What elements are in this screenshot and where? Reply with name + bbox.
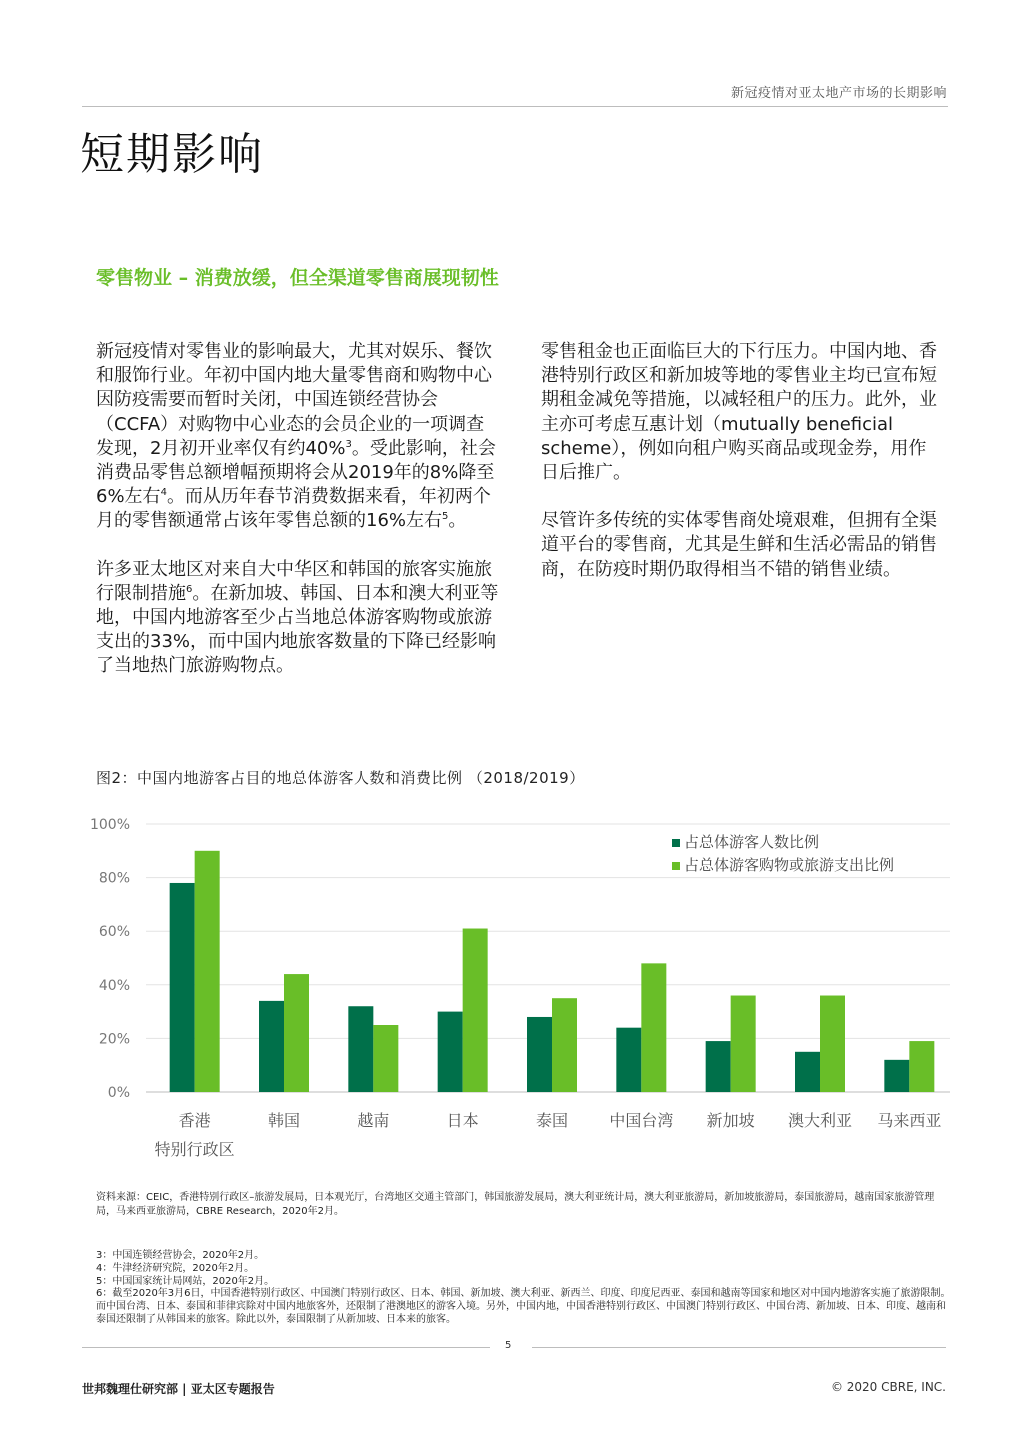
section-heading: 零售物业 – 消费放缓，但全渠道零售商展现韧性: [96, 267, 499, 289]
x-tick-label: 特别行政区: [154, 1140, 235, 1159]
bar: [348, 1006, 373, 1092]
x-tick-label: 泰国: [535, 1111, 569, 1130]
footer-divider-left: [82, 1347, 490, 1348]
footnote-4: 4：牛津经济研究院，2020年2月。: [96, 1262, 255, 1274]
bar: [195, 851, 220, 1092]
left-paragraph-1: 新冠疫情对零售业的影响最大，尤其对娱乐、餐饮和服饰行业。年初中国内地大量零售商和购物中心因防疫需要而暂时关闭，中国连锁经营协会（CCFA）对购物中心业态的会员企业的一项调查发现，2月初开业率仅有约40%$^3$。受此影响，社会消费品零售总额增幅预期将会从2019年的8%降至6%左右$^4$。而从历年春节消费数据来看，年初两个月的零售额通常占该年零售总额的16%左右$^5$。: [96, 341, 496, 532]
left-paragraph-2: 许多亚太地区对来自大中华区和韩国的旅客实施旅行限制措施$^6$。在新加坡、韩国、日本和澳大利亚等地，中国内地游客至少占当地总体游客购物或旅游支出的33%，而中国内地旅客数量的下降已经影响了当地热门旅游购物点。: [96, 558, 499, 677]
footnote-5: 5：中国国家统计局网站，2020年2月。: [96, 1275, 275, 1287]
footnote-3: 3：中国连锁经营协会，2020年2月。: [96, 1250, 265, 1261]
bar: [552, 998, 577, 1092]
legend-label: 占总体游客购物或旅游支出比例: [684, 856, 895, 874]
x-tick-label: 韩国: [267, 1111, 301, 1130]
bar: [731, 996, 756, 1092]
footnote-ref[interactable]: 6: [186, 583, 193, 595]
legend-label: 占总体游客人数比例: [684, 833, 820, 851]
footer-divider-right: [532, 1347, 946, 1348]
y-tick-label: 40%: [98, 977, 130, 994]
bar: [259, 1001, 284, 1092]
footer-publisher: 世邦魏理仕研究部 | 亚太区专题报告: [82, 1382, 275, 1396]
right-column: [541, 340, 941, 606]
page-title: 短期影响: [80, 129, 264, 180]
bar: [820, 996, 845, 1092]
y-tick-label: 0%: [107, 1085, 130, 1101]
right-paragraph-2: 尽管许多传统的实体零售商处境艰难，但拥有全渠道平台的零售商，尤其是生鲜和生活必需品的销售商，在防疫时期仍取得相当不错的销售业绩。: [541, 510, 937, 580]
bar: [641, 963, 666, 1092]
page-number: 5: [505, 1340, 512, 1351]
y-tick-label: 60%: [98, 924, 130, 941]
x-tick-label: 香港: [178, 1111, 211, 1130]
footnote-ref[interactable]: 4: [160, 487, 167, 499]
x-tick-label: 澳大利亚: [787, 1111, 853, 1130]
x-tick-label: 越南: [357, 1111, 390, 1130]
bar: [373, 1025, 398, 1092]
left-column: [96, 340, 500, 703]
x-tick-label: 新加坡: [706, 1111, 755, 1130]
bar: [884, 1060, 909, 1092]
bar-chart: [80, 810, 960, 1170]
bar: [616, 1028, 641, 1092]
y-tick-label: 100%: [89, 817, 130, 833]
bar: [438, 1012, 463, 1092]
source-note: 资料来源：CEIC，香港特别行政区–旅游发展局，日本观光厅，台湾地区交通主管部门，韩国旅游发展局，澳大利亚统计局，澳大利亚旅游局，新加坡旅游局，泰国旅游局，越南国家旅游管理局，马来西亚旅游局，CBRE Research，2020年2月。: [96, 1192, 935, 1217]
footnote-6: 6：截至2020年3月6日，中国香港特别行政区、中国澳门特别行政区、日本、韩国、新加坡、澳大利亚、新西兰、印度、印度尼西亚、泰国和越南等国家和地区对中国内地游客实施了旅游限制。而中国台湾、日本、泰国和菲律宾除对中国内地旅客外，还限制了港澳地区的游客入境。另外，中国内地，中国香港特别行政区、中国澳门特别行政区、中国台湾、新加坡、日本、印度、越南和泰国还限制了从韩国来的旅客。除此以外，泰国限制了从新加坡、日本来的旅客。: [96, 1288, 951, 1325]
bar: [706, 1041, 731, 1092]
x-tick-label: 日本: [446, 1111, 479, 1130]
bar: [527, 1017, 552, 1092]
x-tick-label: 中国台湾: [609, 1111, 674, 1130]
bar: [170, 883, 195, 1092]
running-header: 新冠疫情对亚太地产市场的长期影响: [730, 86, 947, 101]
bar: [909, 1041, 934, 1092]
footnote-ref[interactable]: 5: [442, 511, 449, 523]
y-tick-label: 20%: [98, 1031, 130, 1048]
y-tick-label: 80%: [98, 870, 130, 887]
x-tick-label: 马来西亚: [877, 1111, 942, 1130]
header-divider: [82, 106, 948, 107]
legend-swatch: [672, 862, 680, 870]
bar: [795, 1052, 820, 1092]
figure-caption: 图2：中国内地游客占目的地总体游客人数和消费比例 （2018/2019）: [96, 769, 585, 787]
right-paragraph-1: 零售租金也正面临巨大的下行压力。中国内地、香港特别行政区和新加坡等地的零售业主均已宣布短期租金减免等措施，以减轻租户的压力。此外，业主亦可考虑互惠计划（mutually beneficial scheme），例如向租户购买商品或现金券，用作日后推广。: [541, 341, 937, 484]
bar: [463, 929, 488, 1092]
bar: [284, 974, 309, 1092]
footer-copyright: © 2020 CBRE, INC.: [830, 1380, 946, 1394]
bar-chart-svg: [80, 810, 960, 1170]
legend-swatch: [672, 839, 680, 847]
footnotes: [96, 1250, 952, 1327]
footnote-ref[interactable]: 3: [345, 438, 352, 450]
